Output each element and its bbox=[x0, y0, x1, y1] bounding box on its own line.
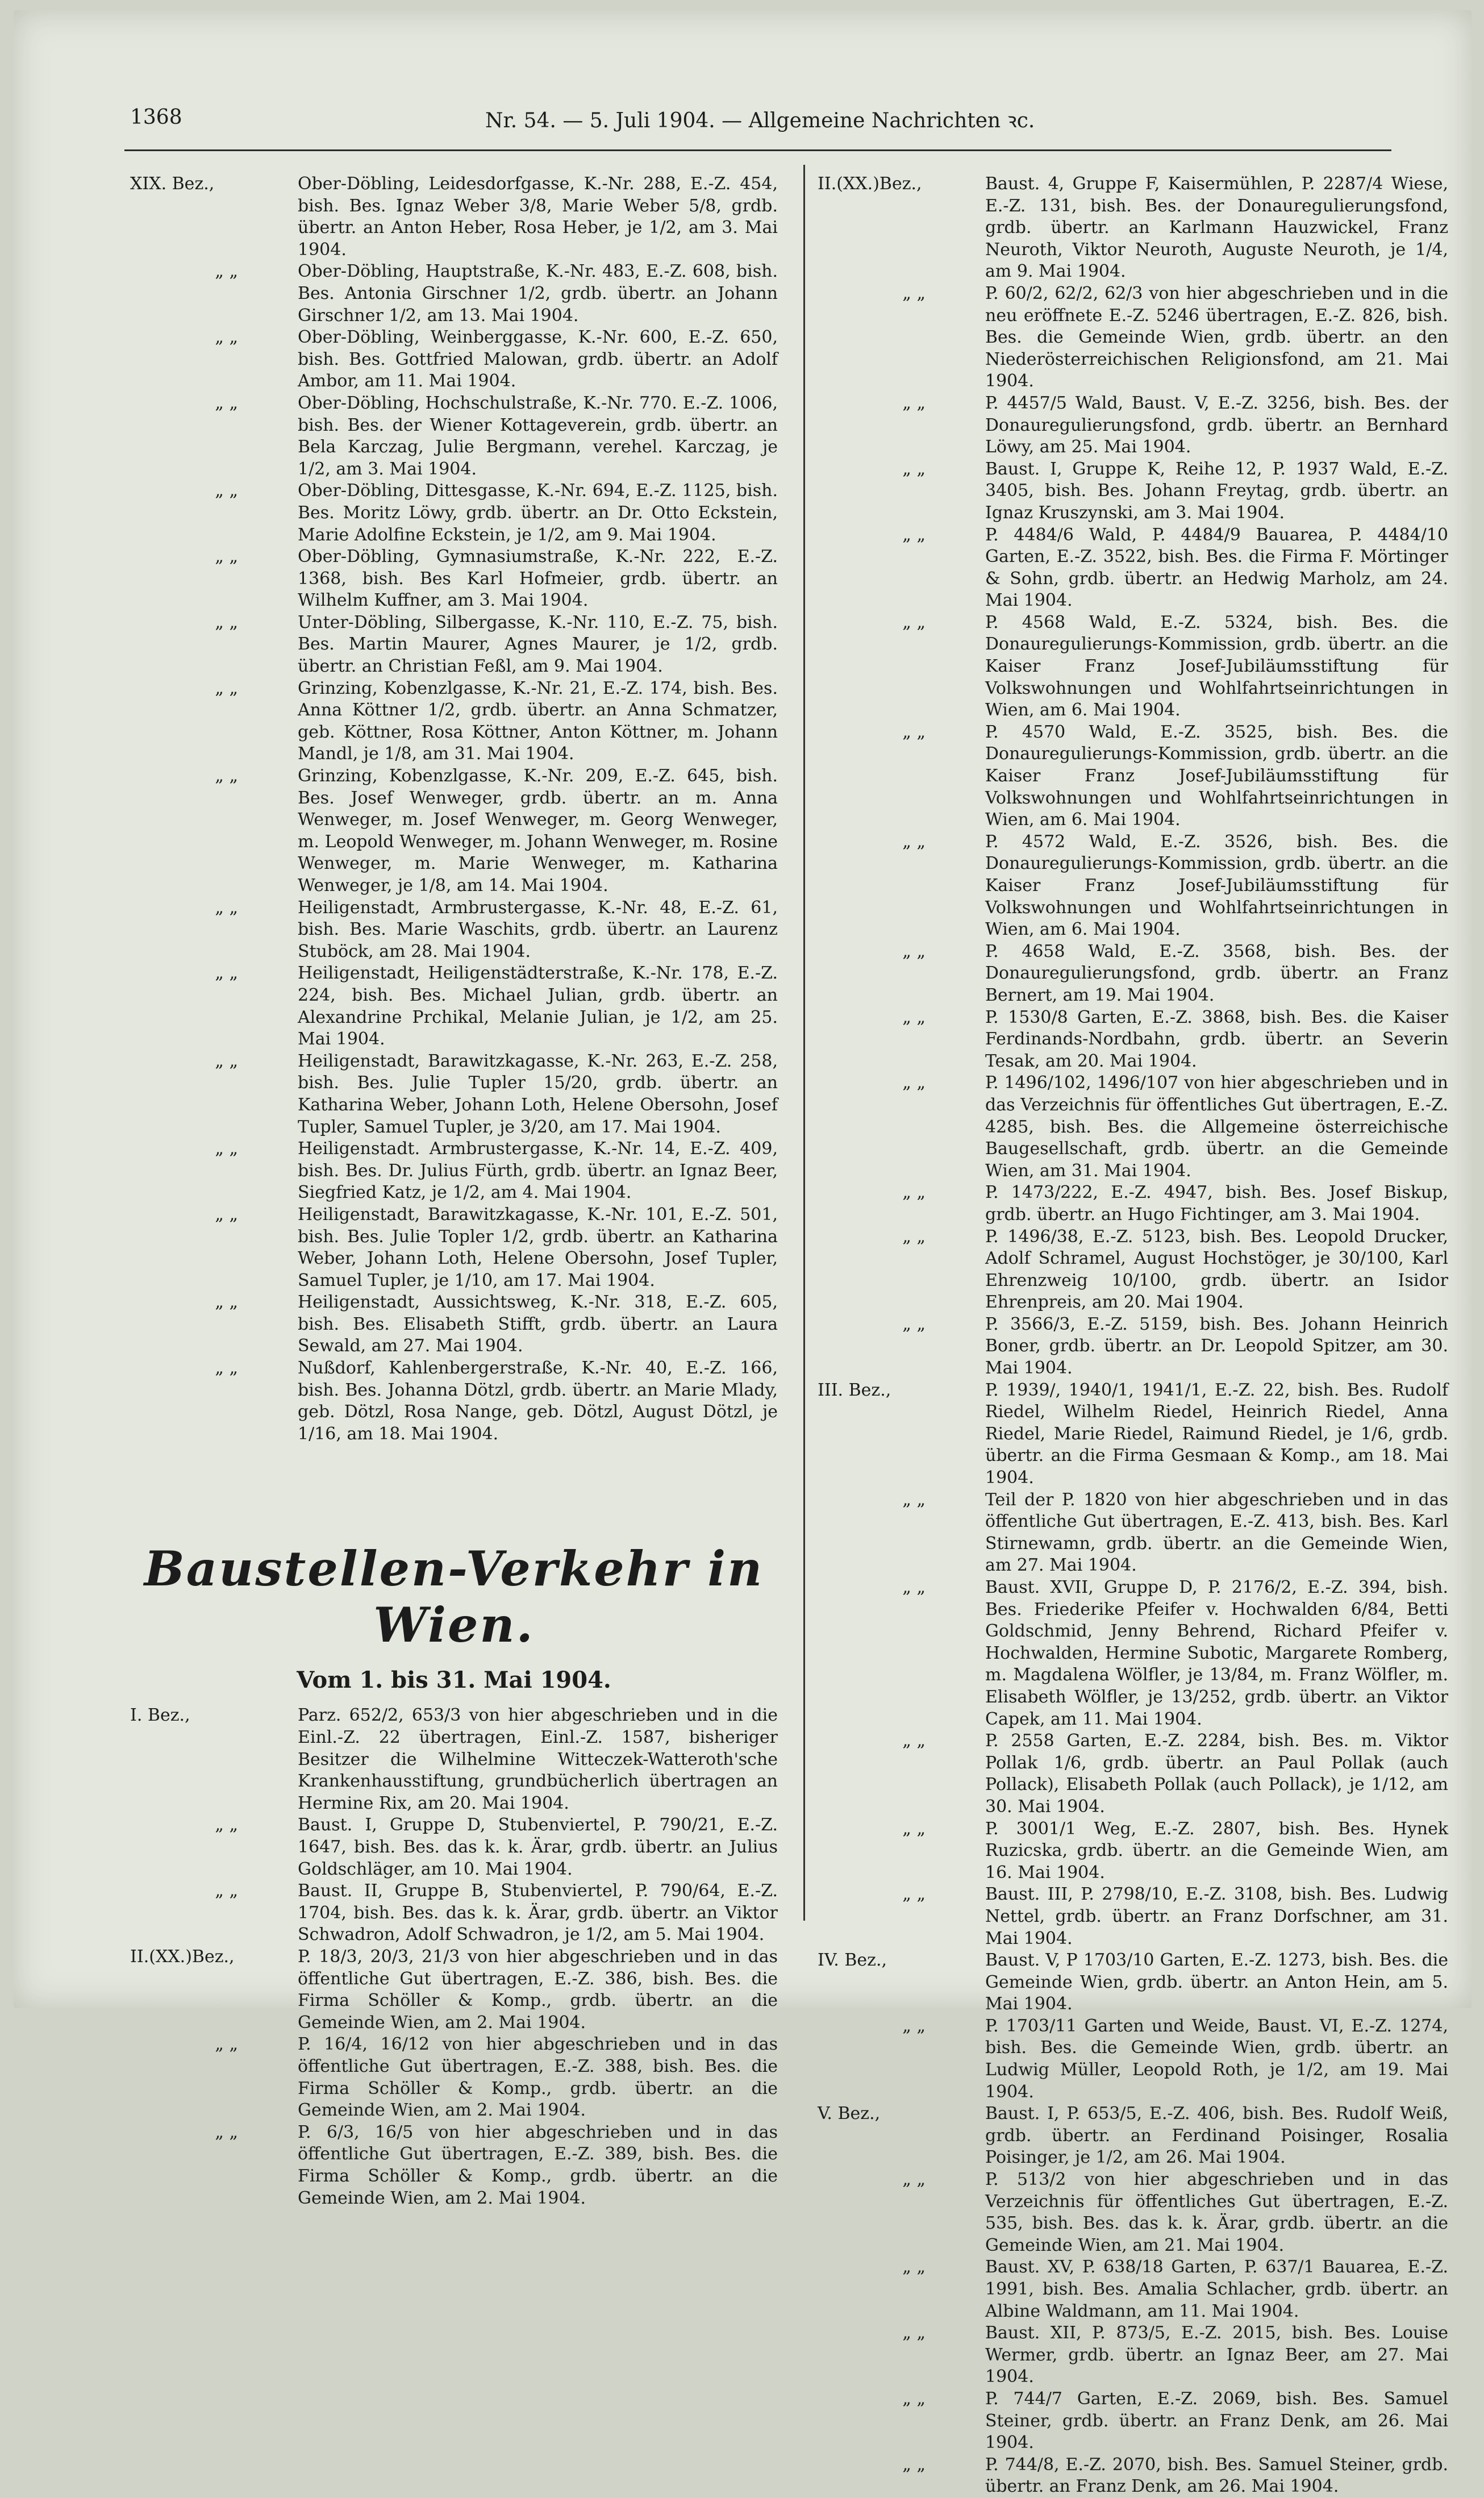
register-entry bbox=[130, 1814, 778, 1880]
register-entry bbox=[818, 2388, 1448, 2454]
register-entry bbox=[818, 2454, 1448, 2498]
register-entry bbox=[818, 1380, 1448, 1489]
entry-text: P. 1939/, 1940/1, 1941/1, E.-Z. 22, bish. Bes. Rudolf Riedel, Wilhelm Riedel, Heinrich Riedel, Anna Riedel, Marie Riedel, Raimund Riedel, je 1/6, grdb. übertr. an die Firma Gesmaan & Komp., am 18. Mai 1904. bbox=[985, 1380, 1448, 1488]
entry-district-label: II.(XX.)Bez., bbox=[818, 174, 922, 194]
right-column bbox=[818, 173, 1448, 2498]
register-entry bbox=[818, 1182, 1448, 1226]
entry-district-label: „ „ bbox=[902, 524, 926, 545]
entry-district-label: II.(XX.)Bez., bbox=[130, 1946, 235, 1967]
register-entry bbox=[130, 1204, 778, 1292]
register-entry bbox=[130, 897, 778, 963]
entry-district-label: „ „ bbox=[215, 327, 238, 348]
entry-district-label: „ „ bbox=[215, 1204, 238, 1225]
register-entry bbox=[130, 2034, 778, 2121]
entry-text: Baust. I, Gruppe D, Stubenviertel, P. 790/21, E.-Z. 1647, bish. Bes. das k. k. Ärar, grdb. übertr. an Julius Goldschläger, am 10. Mai 1904. bbox=[298, 1815, 778, 1879]
entry-text: Ober-Döbling, Hochschulstraße, K.-Nr. 770. E.-Z. 1006, bish. Bes. der Wiener Kottageverein, grdb. übertr. an Bela Karczag, Julie Bergmann, verehel. Karczag, je 1/2, am 3. Mai 1904. bbox=[298, 393, 778, 479]
register-entry bbox=[818, 1314, 1448, 1380]
register-entry bbox=[818, 612, 1448, 722]
entry-district-label: „ „ bbox=[215, 766, 238, 786]
entry-district-label: „ „ bbox=[902, 2016, 926, 2036]
entry-district-label: „ „ bbox=[902, 831, 926, 852]
header-rule bbox=[124, 149, 1391, 151]
register-entry bbox=[130, 1358, 778, 1445]
register-entry bbox=[130, 1705, 778, 1814]
register-entry bbox=[818, 2169, 1448, 2256]
register-entry bbox=[818, 1072, 1448, 1182]
entry-district-label: „ „ bbox=[902, 612, 926, 632]
entry-text: P. 744/8, E.-Z. 2070, bish. Bes. Samuel Steiner, grdb. übertr. an Franz Denk, am 26. Mai 1904. bbox=[985, 2454, 1448, 2497]
register-entry bbox=[130, 480, 778, 546]
register-entry bbox=[818, 2016, 1448, 2103]
entry-district-label: „ „ bbox=[902, 1183, 926, 1203]
entry-text: Heiligenstadt, Barawitzkagasse, K.-Nr. 101, E.-Z. 501, bish. Bes. Julie Topler 1/2, grdb. übertr. an Katharina Weber, Johann Loth, Helene Obersohn, Josef Tupler, Samuel Tupler, je 1/10, am 17. Mai 1904. bbox=[298, 1204, 778, 1290]
left-entry-list bbox=[130, 173, 778, 1445]
section-entry-list bbox=[130, 1705, 778, 2209]
entry-text: Grinzing, Kobenzlgasse, K.-Nr. 21, E.-Z. 174, bish. Bes. Anna Köttner 1/2, grdb. übertr. an Anna Schmatzer, geb. Köttner, Rosa Köttner, Anton Köttner, m. Johann Mandl, je 1/8, am 31. Mai 1904. bbox=[298, 678, 778, 764]
register-entry bbox=[130, 765, 778, 897]
entry-text: Ober-Döbling, Gymnasiumstraße, K.-Nr. 222, E.-Z. 1368, bish. Bes Karl Hofmeier, grdb. übertr. an Wilhelm Kuffner, am 3. Mai 1904. bbox=[298, 547, 778, 611]
entry-text: Ober-Döbling, Leidesdorfgasse, K.-Nr. 288, E.-Z. 454, bish. Bes. Ignaz Weber 3/8, Marie Weber 5/8, grdb. übertr. an Anton Heber, Rosa Heber, je 1/2, am 3. Mai 1904. bbox=[298, 174, 778, 260]
register-entry bbox=[818, 1577, 1448, 1730]
entry-text: P. 1530/8 Garten, E.-Z. 3868, bish. Bes. die Kaiser Ferdinands-Nordbahn, grdb. übertr. an Severin Tesak, am 20. Mai 1904. bbox=[985, 1007, 1448, 1071]
entry-text: P. 1496/102, 1496/107 von hier abgeschrieben und in das Verzeichnis für öffentliches Gut übertragen, E.-Z. 4285, bish. Bes. die Allgemeine österreichische Baugesellschaft, grdb. übertr. an die Gemeinde Wien, am 31. Mai 1904. bbox=[985, 1073, 1448, 1181]
entry-district-label: „ „ bbox=[902, 283, 926, 303]
entry-text: P. 18/3, 20/3, 21/3 von hier abgeschrieben und in das öffentliche Gut übertragen, E.-Z. 386, bish. Bes. die Firma Schöller & Komp., grdb. übertr. an die Gemeinde Wien, am 2. Mai 1904. bbox=[298, 1946, 778, 2033]
entry-district-label: „ „ bbox=[215, 963, 238, 984]
register-entry bbox=[818, 1489, 1448, 1577]
register-entry bbox=[130, 678, 778, 765]
entry-district-label: „ „ bbox=[902, 941, 926, 961]
header-title: Nr. 54. — 5. Juli 1904. — Allgemeine Nachrichten ꝛc. bbox=[485, 109, 1035, 132]
entry-text: Heiligenstadt, Heiligenstädterstraße, K.-Nr. 178, E.-Z. 224, bish. Bes. Michael Julian, grdb. übertr. an Alexandrine Prchikal, Melanie Julian, je 1/2, am 25. Mai 1904. bbox=[298, 963, 778, 1050]
entry-text: Baust. I, P. 653/5, E.-Z. 406, bish. Bes. Rudolf Weiß, grdb. übertr. an Ferdinand Poisinger, Rosalia Poisinger, je 1/2, am 26. Mai 1904. bbox=[985, 2104, 1448, 2168]
entry-district-label: „ „ bbox=[902, 2257, 926, 2278]
entry-text: P. 4572 Wald, E.-Z. 3526, bish. Bes. die Donauregulierungs-Kommission, grdb. übertr. an die Kaiser Franz Josef-Jubiläumsstiftung für Volkswohnungen und Wohlfahrtseinrichtungen in Wien, am 6. Mai 1904. bbox=[985, 831, 1448, 940]
entry-text: P. 3001/1 Weg, E.-Z. 2807, bish. Bes. Hynek Ruzicska, grdb. übertr. an die Gemeinde Wien, am 16. Mai 1904. bbox=[985, 1818, 1448, 1883]
section-subtitle: Vom 1. bis 31. Mai 1904. bbox=[297, 1667, 611, 1694]
entry-text: P. 2558 Garten, E.-Z. 2284, bish. Bes. m. Viktor Pollak 1/6, grdb. übertr. an Paul Pollak (auch Pollack), Elisabeth Pollak (auch Pollack), je 1/12, am 30. Mai 1904. bbox=[985, 1731, 1448, 1817]
entry-text: P. 1496/38, E.-Z. 5123, bish. Bes. Leopold Drucker, Adolf Schramel, August Hochstöger, je 30/100, Karl Ehrenzweig 10/100, grdb. übertr. an Isidor Ehrenpreis, am 20. Mai 1904. bbox=[985, 1226, 1448, 1313]
entry-text: P. 6/3, 16/5 von hier abgeschrieben und in das öffentliche Gut übertragen, E.-Z. 389, bish. Bes. die Firma Schöller & Komp., grdb. übertr. an die Gemeinde Wien, am 2. Mai 1904. bbox=[298, 2122, 778, 2208]
register-entry bbox=[818, 1950, 1448, 2016]
register-entry bbox=[818, 2256, 1448, 2322]
entry-text: Heiligenstadt. Armbrustergasse, K.-Nr. 14, E.-Z. 409, bish. Bes. Dr. Julius Fürth, grdb. übertr. an Ignaz Beer, Siegfried Katz, je 1/2, am 4. Mai 1904. bbox=[298, 1139, 778, 1203]
entry-district-label: „ „ bbox=[902, 1314, 926, 1334]
right-entry-list bbox=[818, 173, 1448, 2498]
page-header bbox=[130, 106, 1369, 135]
entry-district-label: „ „ bbox=[215, 1815, 238, 1835]
register-entry bbox=[818, 1226, 1448, 1314]
entry-district-label: „ „ bbox=[902, 1818, 926, 1839]
entry-district-label: XIX. Bez., bbox=[130, 174, 215, 194]
entry-text: P. 1473/222, E.-Z. 4947, bish. Bes. Josef Biskup, grdb. übertr. an Hugo Fichtinger, am 3. Mai 1904. bbox=[985, 1183, 1448, 1225]
entry-district-label: „ „ bbox=[215, 547, 238, 567]
register-entry bbox=[130, 963, 778, 1050]
entry-district-label: „ „ bbox=[902, 2170, 926, 2190]
entry-district-label: IV. Bez., bbox=[818, 1950, 887, 1971]
entry-district-label: III. Bez., bbox=[818, 1380, 891, 1400]
left-column bbox=[130, 173, 778, 2209]
section-title: Baustellen-Verkehr in Wien. bbox=[144, 1541, 764, 1654]
entry-district-label: „ „ bbox=[902, 1073, 926, 1093]
entry-district-label: „ „ bbox=[215, 1051, 238, 1071]
entry-text: P. 60/2, 62/2, 62/3 von hier abgeschrieben und in die neu eröffnete E.-Z. 5246 übertragen, E.-Z. 826, bish. Bes. die Gemeinde Wien, grdb. übertr. an den Niederösterreichischen Religionsfond, am 21. Mai 1904. bbox=[985, 283, 1448, 392]
entry-text: Heiligenstadt, Armbrustergasse, K.-Nr. 48, E.-Z. 61, bish. Bes. Marie Waschits, grdb. übertr. an Laurenz Stuböck, am 28. Mai 1904. bbox=[298, 897, 778, 961]
entry-text: P. 4568 Wald, E.-Z. 5324, bish. Bes. die Donauregulierungs-Kommission, grdb. übertr. an die Kaiser Franz Josef-Jubiläumsstiftung für Volkswohnungen und Wohlfahrtseinrichtungen in Wien, am 6. Mai 1904. bbox=[985, 612, 1448, 721]
entry-text: P. 16/4, 16/12 von hier abgeschrieben und in das öffentliche Gut übertragen, E.-Z. 388, bish. Bes. die Firma Schöller & Komp., grdb. übertr. an die Gemeinde Wien, am 2. Mai 1904. bbox=[298, 2034, 778, 2121]
entry-district-label: „ „ bbox=[215, 1358, 238, 1379]
entry-text: P. 4570 Wald, E.-Z. 3525, bish. Bes. die Donauregulierungs-Kommission, grdb. übertr. an die Kaiser Franz Josef-Jubiläumsstiftung für Volkswohnungen und Wohlfahrtseinrichtungen in Wien, am 6. Mai 1904. bbox=[985, 722, 1448, 830]
entry-text: Ober-Döbling, Dittesgasse, K.-Nr. 694, E.-Z. 1125, bish. Bes. Moritz Löwy, grdb. übertr. an Dr. Otto Eckstein, Marie Adolfine Eckstein, je 1/2, am 9. Mai 1904. bbox=[298, 481, 778, 545]
entry-district-label: „ „ bbox=[902, 1884, 926, 1905]
entry-text: Baust. XII, P. 873/5, E.-Z. 2015, bish. Bes. Louise Wermer, grdb. übertr. an Ignaz Beer, am 27. Mai 1904. bbox=[985, 2323, 1448, 2387]
entry-district-label: „ „ bbox=[902, 459, 926, 479]
register-entry bbox=[818, 1730, 1448, 1818]
newspaper-page bbox=[14, 10, 1472, 2497]
register-entry bbox=[130, 1138, 778, 1204]
entry-text: P. 3566/3, E.-Z. 5159, bish. Bes. Johann Heinrich Boner, grdb. übertr. an Dr. Leopold Spitzer, am 30. Mai 1904. bbox=[985, 1314, 1448, 1379]
register-entry bbox=[818, 524, 1448, 612]
entry-text: Baust. III, P. 2798/10, E.-Z. 3108, bish. Bes. Ludwig Nettel, grdb. übertr. an Franz Dorfschner, am 31. Mai 1904. bbox=[985, 1884, 1448, 1949]
register-entry bbox=[130, 393, 778, 480]
register-entry bbox=[130, 173, 778, 261]
register-entry bbox=[130, 1946, 778, 2034]
entry-district-label: „ „ bbox=[215, 261, 238, 282]
register-entry bbox=[818, 941, 1448, 1007]
entry-district-label: „ „ bbox=[215, 612, 238, 632]
register-entry bbox=[818, 283, 1448, 393]
register-entry bbox=[818, 2322, 1448, 2388]
entry-text: Baust. V, P 1703/10 Garten, E.-Z. 1273, bish. Bes. die Gemeinde Wien, grdb. übertr. an Anton Hein, am 5. Mai 1904. bbox=[985, 1950, 1448, 2014]
entry-district-label: „ „ bbox=[902, 1489, 926, 1510]
entry-text: Unter-Döbling, Silbergasse, K.-Nr. 110, E.-Z. 75, bish. Bes. Martin Maurer, Agnes Maurer, je 1/2, grdb. übertr. an Christian Feßl, am 9. Mai 1904. bbox=[298, 612, 778, 677]
entry-district-label: I. Bez., bbox=[130, 1705, 190, 1726]
entry-district-label: „ „ bbox=[902, 393, 926, 413]
entry-text: P. 744/7 Garten, E.-Z. 2069, bish. Bes. Samuel Steiner, grdb. übertr. an Franz Denk, am 26. Mai 1904. bbox=[985, 2388, 1448, 2453]
entry-district-label: „ „ bbox=[215, 1881, 238, 1901]
entry-district-label: „ „ bbox=[215, 481, 238, 501]
entry-text: P. 513/2 von hier abgeschrieben und in das Verzeichnis für öffentliches Gut übertragen, E.-Z. 535, bish. Bes. das k. k. Ärar, grdb. übertr. an die Gemeinde Wien, am 21. Mai 1904. bbox=[985, 2170, 1448, 2255]
entry-text: Parz. 652/2, 653/3 von hier abgeschrieben und in die Einl.-Z. 22 übertragen, Einl.-Z. 1587, bisheriger Besitzer die Wilhelmine Witteczek-Watteroth'sche Krankenhausstiftung, grundbücherlich übertragen an Hermine Rix, am 20. Mai 1904. bbox=[298, 1705, 778, 1813]
register-entry bbox=[130, 1292, 778, 1358]
register-entry bbox=[130, 327, 778, 393]
register-entry bbox=[130, 1051, 778, 1138]
entry-district-label: „ „ bbox=[902, 1226, 926, 1247]
column-divider bbox=[803, 165, 805, 1921]
entry-district-label: „ „ bbox=[902, 1731, 926, 1751]
entry-district-label: „ „ bbox=[902, 722, 926, 742]
register-entry bbox=[818, 1007, 1448, 1073]
entry-text: Baust. XV, P. 638/18 Garten, P. 637/1 Bauarea, E.-Z. 1991, bish. Bes. Amalia Schlacher, grdb. übertr. an Albine Waldmann, am 11. Mai 1904. bbox=[985, 2257, 1448, 2321]
entry-district-label: „ „ bbox=[902, 2388, 926, 2409]
entry-district-label: „ „ bbox=[215, 2034, 238, 2055]
entry-text: Ober-Döbling, Weinberggasse, K.-Nr. 600, E.-Z. 650, bish. Bes. Gottfried Malowan, grdb. übertr. an Adolf Ambor, am 11. Mai 1904. bbox=[298, 327, 778, 392]
entry-district-label: „ „ bbox=[215, 393, 238, 413]
register-entry bbox=[818, 1818, 1448, 1884]
entry-text: P. 4658 Wald, E.-Z. 3568, bish. Bes. der Donauregulierungsfond, grdb. übertr. an Franz Bernert, am 19. Mai 1904. bbox=[985, 941, 1448, 1005]
register-entry bbox=[818, 459, 1448, 524]
entry-text: Heiligenstadt, Aussichtsweg, K.-Nr. 318, E.-Z. 605, bish. Bes. Elisabeth Stifft, grdb. übertr. an Laura Sewald, am 27. Mai 1904. bbox=[298, 1292, 778, 1356]
register-entry bbox=[130, 261, 778, 327]
entry-district-label: „ „ bbox=[902, 1577, 926, 1597]
entry-district-label: V. Bez., bbox=[818, 2104, 881, 2124]
register-entry bbox=[130, 1880, 778, 1946]
register-entry bbox=[818, 2103, 1448, 2169]
entry-district-label: „ „ bbox=[902, 2323, 926, 2343]
entry-text: Teil der P. 1820 von hier abgeschrieben und in das öffentliche Gut übertragen, E.-Z. 413, bish. Bes. Karl Stirnewamn, grdb. übertr. an die Gemeinde Wien, am 27. Mai 1904. bbox=[985, 1489, 1448, 1576]
entry-district-label: „ „ bbox=[902, 1007, 926, 1027]
entry-district-label: „ „ bbox=[215, 2122, 238, 2142]
entry-text: P. 4457/5 Wald, Baust. V, E.-Z. 3256, bish. Bes. der Donauregulierungsfond, grdb. übertr. an Bernhard Löwy, am 25. Mai 1904. bbox=[985, 393, 1448, 457]
entry-text: Grinzing, Kobenzlgasse, K.-Nr. 209, E.-Z. 645, bish. Bes. Josef Wenweger, grdb. übertr. an m. Anna Wenweger, m. Josef Wenweger, m. Georg Wenweger, m. Leopold Wenweger, m. Johann Wenweger, m. Rosine Wenweger, m. Marie Wenweger, m. Katharina Wenweger, je 1/8, am 14. Mai 1904. bbox=[298, 766, 778, 896]
entry-district-label: „ „ bbox=[215, 1139, 238, 1159]
entry-district-label: „ „ bbox=[215, 897, 238, 918]
entry-text: Baust. XVII, Gruppe D, P. 2176/2, E.-Z. 394, bish. Bes. Friederike Pfeifer v. Hochwalden 6/84, Betti Goldschmid, Jenny Behrend, Richard Pfeifer v. Hochwalden, Hermine Subotic, Margarete Romberg, m. Magdalena Wölfler, je 13/84, m. Franz Wölfler, m. Elisabeth Wölfler, je 13/252, grdb. übertr. an Viktor Capek, am 11. Mai 1904. bbox=[985, 1577, 1448, 1729]
register-entry bbox=[818, 173, 1448, 283]
register-entry bbox=[818, 1884, 1448, 1950]
register-entry bbox=[818, 722, 1448, 831]
entry-text: Heiligenstadt, Barawitzkagasse, K.-Nr. 263, E.-Z. 258, bish. Bes. Julie Tupler 15/20, grdb. übertr. an Katharina Weber, Johann Loth, Helene Obersohn, Josef Tupler, Samuel Tupler, je 3/20, am 17. Mai 1904. bbox=[298, 1051, 778, 1137]
entry-district-label: „ „ bbox=[215, 678, 238, 698]
entry-text: Baust. 4, Gruppe F, Kaisermühlen, P. 2287/4 Wiese, E.-Z. 131, bish. Bes. der Donauregulierungsfond, grdb. übertr. an Karlmann Hauzwickel, Franz Neuroth, Viktor Neuroth, Auguste Neuroth, je 1/4, am 9. Mai 1904. bbox=[985, 174, 1448, 282]
register-entry bbox=[130, 612, 778, 678]
entry-text: Nußdorf, Kahlenbergerstraße, K.-Nr. 40, E.-Z. 166, bish. Bes. Johanna Dötzl, grdb. übertr. an Marie Mlady, geb. Dötzl, Rosa Nange, geb. Dötzl, August Dötzl, je 1/16, am 18. Mai 1904. bbox=[298, 1358, 778, 1444]
register-entry bbox=[818, 393, 1448, 459]
register-entry bbox=[818, 831, 1448, 941]
entry-text: P. 1703/11 Garten und Weide, Baust. VI, E.-Z. 1274, bish. Bes. die Gemeinde Wien, grdb. übertr. an Ludwig Müller, Leopold Roth, je 1/2, am 19. Mai 1904. bbox=[985, 2016, 1448, 2102]
register-entry bbox=[130, 546, 778, 612]
page-number: 1368 bbox=[130, 106, 182, 129]
entry-text: Ober-Döbling, Hauptstraße, K.-Nr. 483, E.-Z. 608, bish. Bes. Antonia Girschner 1/2, grdb. übertr. an Johann Girschner 1/2, am 13. Mai 1904. bbox=[298, 261, 778, 326]
register-entry bbox=[130, 2122, 778, 2209]
entry-text: Baust. I, Gruppe K, Reihe 12, P. 1937 Wald, E.-Z. 3405, bish. Bes. Johann Freytag, grdb. übertr. an Ignaz Kruszynski, am 3. Mai 1904. bbox=[985, 459, 1448, 523]
entry-district-label: „ „ bbox=[902, 2454, 926, 2475]
entry-district-label: „ „ bbox=[215, 1292, 238, 1313]
entry-text: Baust. II, Gruppe B, Stubenviertel, P. 790/64, E.-Z. 1704, bish. Bes. das k. k. Ärar, grdb. übertr. an Viktor Schwadron, Adolf Schwadron, je 1/2, am 5. Mai 1904. bbox=[298, 1881, 778, 1945]
entry-text: P. 4484/6 Wald, P. 4484/9 Bauarea, P. 4484/10 Garten, E.-Z. 3522, bish. Bes. die Firma F. Mörtinger & Sohn, grdb. übertr. an Hedwig Marholz, am 24. Mai 1904. bbox=[985, 524, 1448, 611]
